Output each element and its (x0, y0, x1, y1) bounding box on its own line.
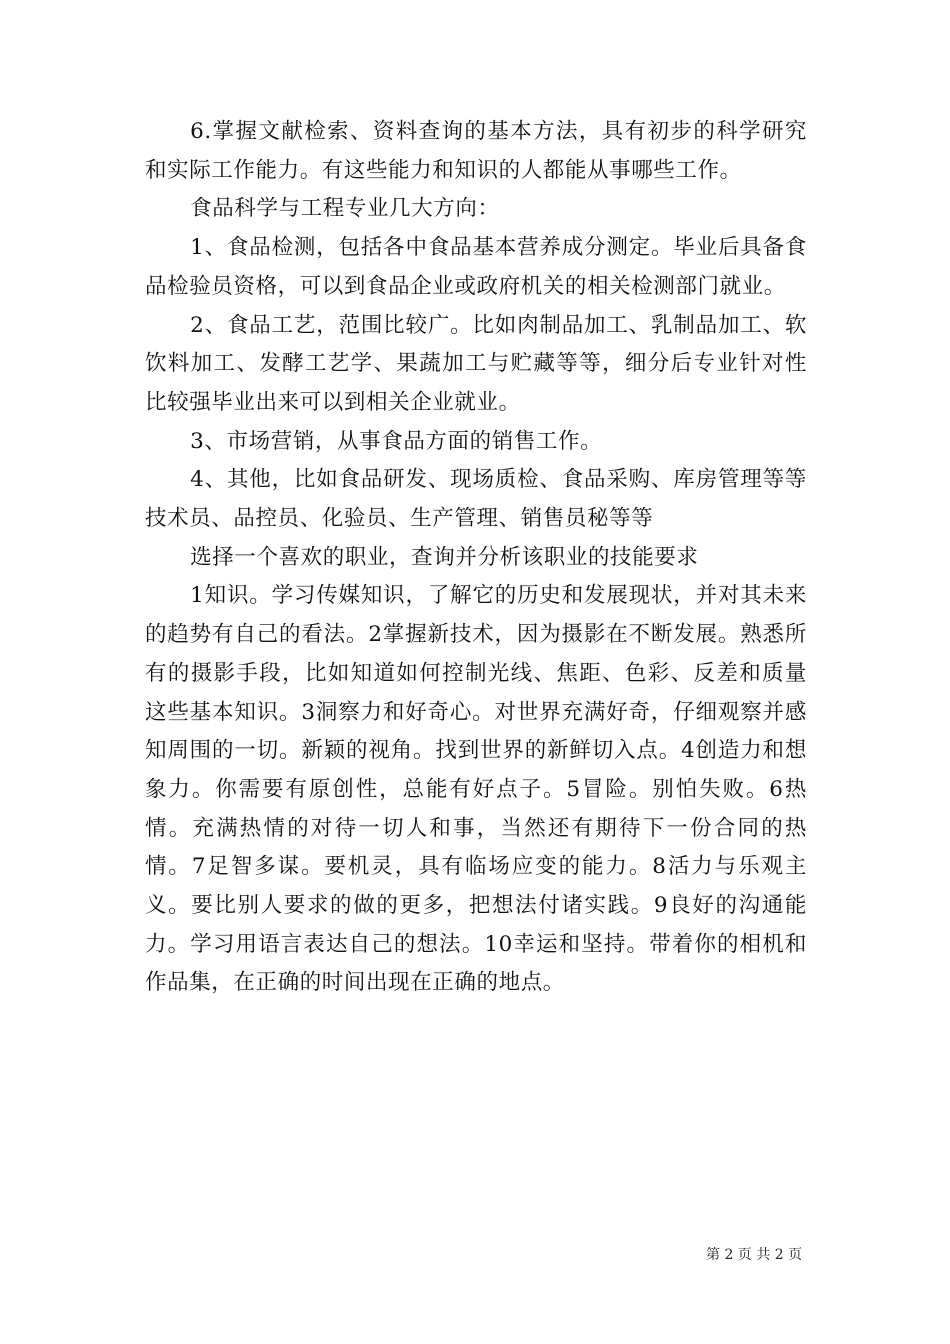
paragraph-direction-1: 1、食品检测，包括各中食品基本营养成分测定。毕业后具备食品检验员资格，可以到食品企业或政府机关的相关检测部门就业。 (145, 235, 807, 299)
paragraph-direction-4: 4、其他，比如食品研发、现场质检、食品采购、库房管理等等技术员、品控员、化验员、生产管理、销售员秘等等 (145, 467, 807, 532)
paragraph-direction-2: 2、食品工艺，范围比较广。比如肉制品加工、乳制品加工、软饮料加工、发酵工艺学、果蔬加工与贮藏等等，细分后专业针对性比较强毕业出来可以到相关企业就业。 (145, 312, 807, 415)
paragraph-directions-heading: 食品科学与工程专业几大方向： (190, 196, 500, 222)
paragraph-skills-intro: 6.掌握文献检索、资料查询的基本方法，具有初步的科学研究和实际工作能力。有这些能力和知识的人都能从事哪些工作。 (145, 119, 807, 183)
paragraph-career-heading: 选择一个喜欢的职业，查询并分析该职业的技能要求 (190, 544, 699, 570)
paragraph-direction-3: 3、市场营销，从事食品方面的销售工作。 (190, 428, 603, 454)
document-body (145, 113, 807, 1003)
page-number-footer: 第 2 页 共 2 页 (706, 1247, 803, 1263)
paragraph-career-skills: 1知识。学习传媒知识，了解它的历史和发展现状，并对其未来的趋势有自己的看法。2掌握新技术，因为摄影在不断发展。熟悉所有的摄影手段，比如知道如何控制光线、焦距、色彩、反差和质量这些基本知识。3洞察力和好奇心。对世界充满好奇，仔细观察并感知周围的一切。新颖的视角。找到世界的新鲜切入点。4创造力和想象力。你需要有原创性，总能有好点子。5冒险。别怕失败。6热情。充满热情的对待一切人和事，当然还有期待下一份合同的热情。7足智多谋。要机灵，具有临场应变的能力。8活力与乐观主义。要比别人要求的做的更多，把想法付诸实践。9良好的沟通能力。学习用语言表达自己的想法。10幸运和坚持。带着你的相机和作品集，在正确的时间出现在正确的地点。 (145, 583, 807, 996)
